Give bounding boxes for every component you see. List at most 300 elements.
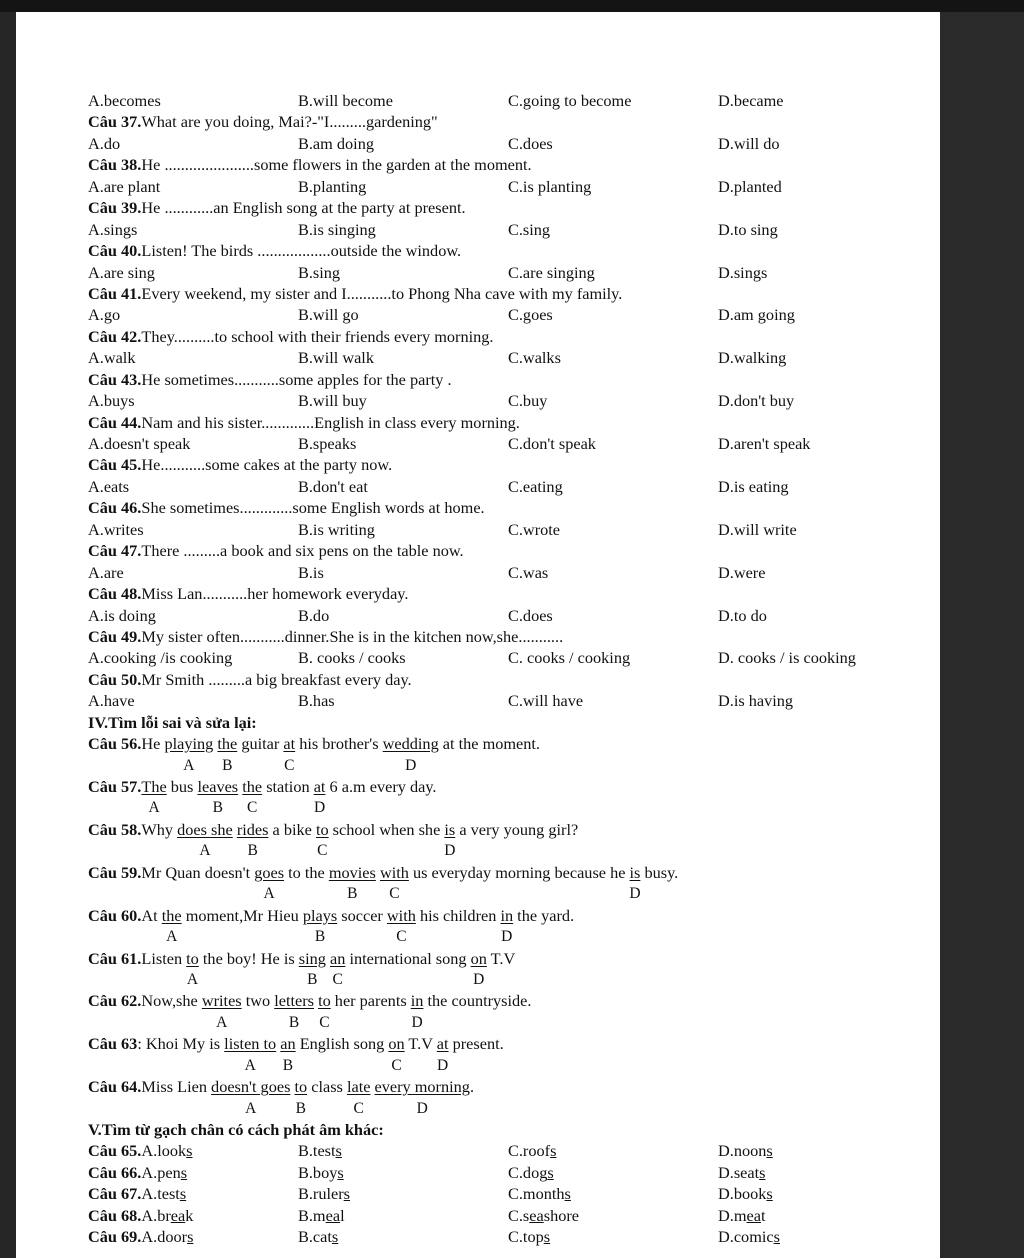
error-question-line <box>88 1076 928 1097</box>
answer-letters-row <box>88 797 928 818</box>
question-line <box>88 197 928 218</box>
answer-letter-b: B <box>347 885 358 903</box>
underlined-segment: listen to <box>224 1034 277 1054</box>
underlined-segment: plays <box>302 905 338 925</box>
error-question-line <box>88 948 928 969</box>
question-number: Câu 66. <box>88 1162 142 1182</box>
answer-letter-c: C <box>353 1099 364 1117</box>
option-a: A.cooking /is cooking <box>88 648 233 668</box>
sentence-text: moment,Mr Hieu <box>181 905 303 925</box>
option-a <box>88 1183 186 1204</box>
word-part: C.roof <box>508 1141 551 1161</box>
word-part: shore <box>543 1205 579 1225</box>
option-b: B.am doing <box>298 133 374 153</box>
underlined-sound: s <box>331 1227 339 1247</box>
question-line <box>88 412 928 433</box>
underlined-segment: wedding <box>382 734 439 754</box>
answer-letter-b: B <box>212 799 223 817</box>
question-line <box>88 626 928 647</box>
question-number: Câu 48. <box>88 584 142 604</box>
option-c: C.will have <box>508 691 584 711</box>
word-part: t <box>760 1205 766 1225</box>
underlined-segment: at <box>436 1034 449 1054</box>
sentence-text: her parents <box>330 991 411 1011</box>
sentence-text: At <box>141 905 162 925</box>
underlined-sound: ea <box>746 1205 761 1225</box>
option-a: A.are sing <box>88 262 155 282</box>
option-c: C.is planting <box>508 176 592 196</box>
option-c: C. cooks / cooking <box>508 648 631 668</box>
sentence-text: busy. <box>640 862 679 882</box>
question-line <box>88 583 928 604</box>
answer-letter-d: D <box>444 842 456 860</box>
answer-letter-b: B <box>247 842 258 860</box>
question-number: Câu 43. <box>88 369 142 389</box>
error-question-line <box>88 862 928 883</box>
option-b <box>298 1183 350 1204</box>
question-text: He ............an English song at the party at present. <box>141 198 466 218</box>
question-number: Câu 64. <box>88 1077 142 1097</box>
option-c: C.wrote <box>508 519 560 539</box>
answer-letter-a: A <box>186 970 199 988</box>
sentence-text: bus <box>166 777 198 796</box>
answer-letters-row <box>88 840 928 861</box>
option-a: A.doesn't speak <box>88 434 191 453</box>
option-b: B.is <box>298 562 324 582</box>
underlined-segment: the <box>242 777 263 796</box>
question-number: Câu 44. <box>88 412 142 432</box>
option-a: A.go <box>88 305 121 325</box>
option-c: C.does <box>508 605 553 625</box>
option-b: B.is singing <box>298 219 376 239</box>
option-b <box>298 1162 344 1183</box>
question-number: Câu 38. <box>88 155 142 175</box>
underlined-sound: s <box>550 1141 557 1161</box>
sentence-text: He <box>141 734 165 754</box>
question-number: Câu 60. <box>88 905 142 925</box>
answer-letters-row <box>88 755 928 776</box>
answer-letter-b: B <box>295 1099 306 1117</box>
viewer-top-bar <box>0 0 1024 12</box>
question-text: She sometimes.............some English words at home. <box>141 498 485 518</box>
sentence-text: a bike <box>268 819 316 839</box>
underlined-segment: every morning <box>374 1077 470 1097</box>
word-part: A.br <box>141 1205 171 1225</box>
option-c <box>508 1205 579 1226</box>
answer-letter-d: D <box>405 756 417 774</box>
option-b <box>298 1140 342 1161</box>
underlined-segment: to <box>318 991 331 1011</box>
option-c: C.going to become <box>508 91 632 110</box>
sentence-text: . <box>469 1077 475 1097</box>
underlined-segment: movies <box>328 862 376 882</box>
pronunciation-row <box>88 1140 928 1161</box>
sentence-text: 6 a.m every day. <box>325 777 437 796</box>
underlined-segment: does she <box>177 819 233 839</box>
answer-letters-row <box>88 883 928 904</box>
sentence-text: Listen <box>141 948 187 968</box>
answer-letters-row <box>88 926 928 947</box>
option-c: C.does <box>508 133 553 153</box>
question-text: Nam and his sister.............English in class every morning. <box>141 412 520 432</box>
underlined-segment: goes <box>254 862 285 882</box>
option-b: B.planting <box>298 176 367 196</box>
sentence-text: his children <box>415 905 501 925</box>
option-b: B.speaks <box>298 434 357 453</box>
underlined-sound: s <box>337 1162 344 1182</box>
option-c <box>508 1226 550 1247</box>
underlined-sound: s <box>773 1227 780 1247</box>
underlined-segment: an <box>280 1034 296 1054</box>
options-row <box>88 304 928 325</box>
sentence-text: T.V <box>486 948 516 968</box>
question-line <box>88 326 928 347</box>
worksheet-content <box>88 90 928 1248</box>
option-c: C.don't speak <box>508 434 596 453</box>
option-b: B.has <box>298 691 335 711</box>
question-number: Câu 61. <box>88 948 142 968</box>
underlined-segment: with <box>379 862 409 882</box>
underlined-segment: doesn't goes <box>211 1077 291 1097</box>
option-d: D.planted <box>718 176 782 196</box>
option-c: C.buy <box>508 391 548 411</box>
underlined-segment: letters <box>274 991 314 1011</box>
question-number: Câu 58. <box>88 819 142 839</box>
error-question-line <box>88 905 928 926</box>
sentence-text: us everyday morning because he <box>408 862 630 882</box>
underlined-segment: on <box>470 948 487 968</box>
option-a: A.sings <box>88 219 138 239</box>
underlined-sound: s <box>186 1141 193 1161</box>
underlined-sound: s <box>180 1162 188 1182</box>
word-part: C.dog <box>508 1162 548 1182</box>
pronunciation-row <box>88 1183 928 1204</box>
viewer-right-margin <box>940 12 1024 1258</box>
option-a: A.have <box>88 691 135 711</box>
word-part: B.cat <box>298 1227 332 1247</box>
option-d: D.to do <box>718 605 767 625</box>
answer-letter-b: B <box>288 1013 300 1031</box>
option-c: C.goes <box>508 305 553 325</box>
option-a: A.are plant <box>88 176 161 196</box>
section-4-title: IV.Tìm lỗi sai và sửa lại: <box>88 712 257 732</box>
option-d: D.will do <box>718 133 780 153</box>
underlined-segment: is <box>444 819 456 839</box>
multiple-choice-list <box>88 111 928 711</box>
option-a: A.is doing <box>88 605 156 625</box>
options-row-36 <box>88 90 928 111</box>
question-number: Câu 63 <box>88 1034 138 1054</box>
option-d <box>718 1226 780 1247</box>
option-d <box>718 1140 773 1161</box>
question-number: Câu 57. <box>88 777 142 796</box>
sentence-text: Now,she <box>141 991 202 1011</box>
sentence-text: at the moment. <box>438 734 540 754</box>
underlined-sound: ea <box>529 1205 544 1225</box>
option-d: D.to sing <box>718 219 778 239</box>
question-text: Every weekend, my sister and I...........to Phong Nha cave with my family. <box>141 283 623 303</box>
sentence-text: station <box>262 777 314 796</box>
question-line <box>88 283 928 304</box>
question-number: Câu 56. <box>88 734 142 754</box>
question-line <box>88 369 928 390</box>
sentence-text: English song <box>295 1034 389 1054</box>
option-d: D.were <box>718 562 766 582</box>
underlined-segment: the <box>217 734 238 754</box>
option-d: D.aren't speak <box>718 434 811 453</box>
option-d: D.is having <box>718 691 794 711</box>
option-a: A.writes <box>88 519 144 539</box>
sentence-text: T.V <box>404 1034 437 1054</box>
question-text: They..........to school with their friends every morning. <box>141 326 494 346</box>
sentence-text: Miss Lien <box>141 1077 212 1097</box>
word-part: B.boy <box>298 1162 338 1182</box>
question-text: There .........a book and six pens on the table now. <box>141 541 464 561</box>
error-question-line <box>88 1033 928 1054</box>
question-number: Câu 46. <box>88 498 142 518</box>
underlined-segment: at <box>283 734 296 754</box>
question-number: Câu 47. <box>88 541 142 561</box>
underlined-sound: ea <box>170 1205 186 1225</box>
answer-letter-a: A <box>183 756 195 774</box>
question-line <box>88 669 928 690</box>
underlined-segment: at <box>313 777 326 796</box>
word-part: C.month <box>508 1184 565 1204</box>
answer-letter-a: A <box>263 885 275 903</box>
option-c <box>508 1140 556 1161</box>
options-row <box>88 433 928 454</box>
error-question-line <box>88 733 928 754</box>
answer-letter-a: A <box>244 1056 256 1074</box>
word-part: A.test <box>141 1184 180 1204</box>
underlined-segment: The <box>141 777 167 796</box>
option-b: B.will become <box>298 91 393 110</box>
underlined-segment: sing <box>298 948 326 968</box>
question-text: Mr Smith .........a big breakfast every day. <box>141 669 412 689</box>
options-row <box>88 562 928 583</box>
option-d: D.became <box>718 91 784 110</box>
question-text: What are you doing, Mai?-"I.........gardening" <box>141 112 438 132</box>
answer-letter-d: D <box>411 1013 423 1031</box>
answer-letter-c: C <box>317 842 328 860</box>
options-row <box>88 647 928 668</box>
option-a: A.buys <box>88 391 135 411</box>
answer-letter-d: D <box>416 1099 428 1117</box>
question-line <box>88 497 928 518</box>
answer-letter-d: D <box>473 970 485 988</box>
option-d: D.don't buy <box>718 391 795 411</box>
underlined-segment: writes <box>201 991 242 1011</box>
error-question-line <box>88 990 928 1011</box>
sentence-text: soccer <box>337 905 387 925</box>
options-row <box>88 690 928 711</box>
underlined-sound: s <box>343 1184 351 1204</box>
underlined-segment: in <box>410 991 424 1011</box>
underlined-segment: late <box>346 1077 371 1097</box>
question-number: Câu 67. <box>88 1184 142 1204</box>
underlined-sound: s <box>335 1141 342 1161</box>
underlined-segment: the <box>161 905 182 925</box>
option-b: B. cooks / cooks <box>298 648 406 668</box>
options-row <box>88 133 928 154</box>
question-line <box>88 111 928 132</box>
options-row <box>88 262 928 283</box>
question-number: Câu 39. <box>88 198 142 218</box>
word-part: A.look <box>141 1141 187 1161</box>
options-row <box>88 176 928 197</box>
option-d: D.walking <box>718 348 787 368</box>
question-number: Câu 45. <box>88 455 142 475</box>
answer-letter-c: C <box>332 970 343 988</box>
question-line <box>88 540 928 561</box>
answer-letter-c: C <box>284 756 295 774</box>
answer-letter-c: C <box>391 1056 402 1074</box>
answer-letter-d: D <box>313 799 326 817</box>
underlined-segment: an <box>330 948 346 968</box>
options-row <box>88 605 928 626</box>
option-c: C.are singing <box>508 262 595 282</box>
sentence-text: international song <box>345 948 471 968</box>
word-part: C.s <box>508 1205 530 1225</box>
option-b <box>298 1205 345 1226</box>
sentence-text: his brother's <box>295 734 383 754</box>
option-d: D.am going <box>718 305 795 325</box>
sentence-text: two <box>241 991 275 1011</box>
option-d: D. cooks / is cooking <box>718 648 856 668</box>
answer-letter-d: D <box>629 885 641 903</box>
underlined-segment: with <box>386 905 416 925</box>
viewer-left-margin <box>0 12 16 1258</box>
option-d: D.is eating <box>718 476 789 496</box>
question-text: He sometimes...........some apples for the party . <box>141 369 452 389</box>
word-part: D.seat <box>718 1162 760 1182</box>
section-5-title: V.Tìm từ gạch chân có cách phát âm khác: <box>88 1120 384 1139</box>
underlined-sound: s <box>179 1184 187 1204</box>
answer-letters-row <box>88 1012 928 1033</box>
option-a: A.walk <box>88 348 136 368</box>
answer-letter-b: B <box>282 1056 294 1074</box>
underlined-segment: to <box>186 948 199 968</box>
option-d <box>718 1183 773 1204</box>
sentence-text: the boy! He is <box>198 948 299 968</box>
sentence-text: Why <box>141 819 178 839</box>
option-d: D.sings <box>718 262 768 282</box>
question-number: Câu 40. <box>88 241 142 261</box>
options-row <box>88 390 928 411</box>
question-number: Câu 41. <box>88 283 142 303</box>
word-part: D.noon <box>718 1141 767 1161</box>
word-part: A.door <box>141 1227 188 1247</box>
option-a: A.are <box>88 562 124 582</box>
word-part: B.test <box>298 1141 336 1161</box>
sentence-text: class <box>307 1077 347 1097</box>
pronunciation-row <box>88 1205 928 1226</box>
option-b: B.don't eat <box>298 476 368 496</box>
underlined-sound: s <box>759 1162 766 1182</box>
answer-letter-d: D <box>501 928 513 946</box>
pronunciation-list <box>88 1140 928 1247</box>
option-b: B.sing <box>298 262 341 282</box>
options-row <box>88 347 928 368</box>
answer-letter-a: A <box>199 842 211 860</box>
option-a <box>88 1140 193 1161</box>
word-part: D.comic <box>718 1227 774 1247</box>
question-line <box>88 154 928 175</box>
question-number: Câu 42. <box>88 326 142 346</box>
error-correction-list <box>88 733 928 1119</box>
option-a <box>88 1162 187 1183</box>
options-row <box>88 219 928 240</box>
question-line <box>88 454 928 475</box>
answer-letters-row <box>88 1098 928 1119</box>
answer-letter-c: C <box>396 928 407 946</box>
answer-letter-c: C <box>389 885 400 903</box>
sentence-text: Mr Quan doesn't <box>141 862 255 882</box>
sentence-text: guitar <box>237 734 284 754</box>
underlined-segment: on <box>388 1034 405 1054</box>
option-b: B.will go <box>298 305 359 325</box>
answer-letter-c: C <box>319 1013 330 1031</box>
answer-letters-row <box>88 1055 928 1076</box>
underlined-sound: s <box>547 1162 554 1182</box>
underlined-segment: rides <box>236 819 269 839</box>
option-b: B.is writing <box>298 519 375 539</box>
question-number: Câu 68. <box>88 1205 142 1225</box>
question-number: Câu 37. <box>88 112 142 132</box>
option-c: C.sing <box>508 219 551 239</box>
question-line <box>88 240 928 261</box>
answer-letter-b: B <box>314 928 326 946</box>
option-b: B.will walk <box>298 348 374 368</box>
underlined-segment: is <box>629 862 641 882</box>
pronunciation-row <box>88 1226 928 1247</box>
question-number: Câu 59. <box>88 862 142 882</box>
option-b: B.will buy <box>298 391 367 411</box>
question-text: My sister often...........dinner.She is in the kitchen now,she........... <box>141 626 564 646</box>
options-row <box>88 476 928 497</box>
answer-letter-d: D <box>437 1056 449 1074</box>
option-a: A.do <box>88 133 121 153</box>
option-a: A.becomes <box>88 91 161 110</box>
underlined-segment: in <box>500 905 514 925</box>
underlined-segment: playing <box>164 734 214 754</box>
question-number: Câu 62. <box>88 991 142 1011</box>
underlined-segment: leaves <box>197 777 239 796</box>
options-row <box>88 519 928 540</box>
option-d <box>718 1162 765 1183</box>
option-b <box>298 1226 338 1247</box>
question-text: Miss Lan...........her homework everyday. <box>141 584 409 604</box>
underlined-sound: s <box>543 1227 551 1247</box>
answer-letter-b: B <box>307 970 318 988</box>
option-c: C.walks <box>508 348 561 368</box>
sentence-text: present. <box>448 1034 504 1054</box>
underlined-sound: s <box>187 1227 194 1247</box>
question-text: He ......................some flowers in the garden at the moment. <box>141 155 532 175</box>
answer-letter-a: A <box>245 1099 257 1117</box>
question-text: Listen! The birds ..................outside the window. <box>141 241 462 261</box>
underlined-sound: s <box>766 1184 773 1204</box>
answer-letter-a: A <box>148 799 160 817</box>
question-number: Câu 65. <box>88 1141 142 1161</box>
sentence-text: a very young girl? <box>455 819 579 839</box>
answer-letter-a: A <box>166 928 178 946</box>
word-part: A.pen <box>141 1162 181 1182</box>
underlined-sound: s <box>564 1184 571 1204</box>
option-d <box>718 1205 765 1226</box>
word-part: D.m <box>718 1205 747 1225</box>
pronunciation-row <box>88 1162 928 1183</box>
